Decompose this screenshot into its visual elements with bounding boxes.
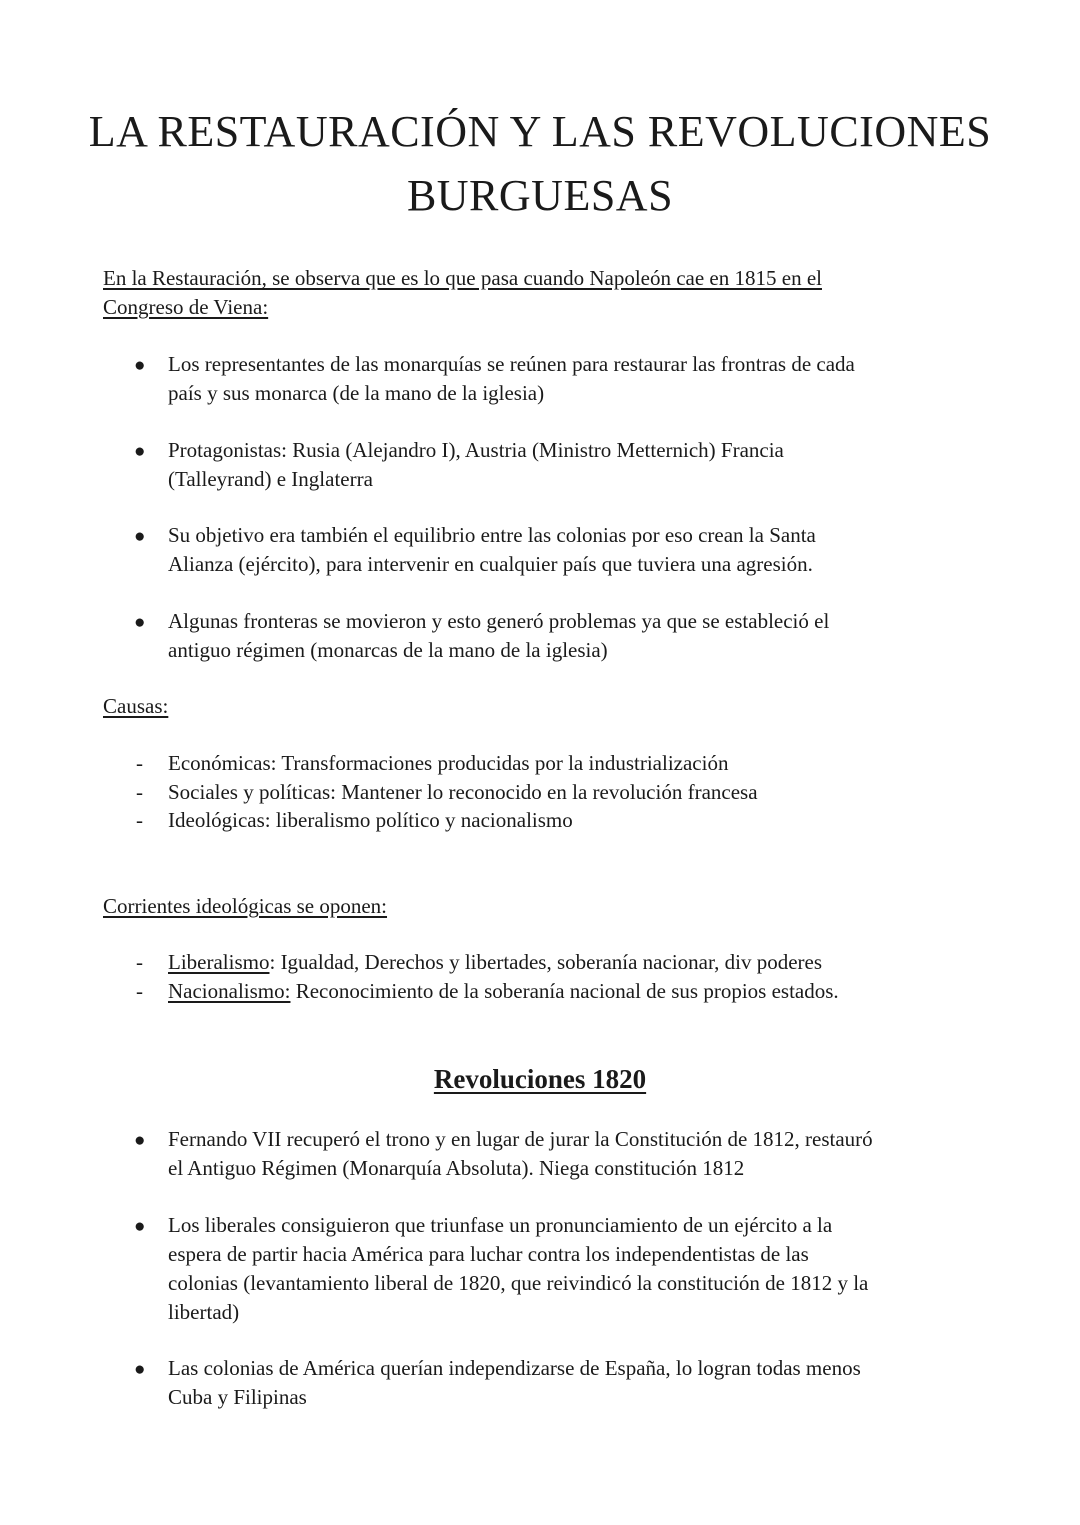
list-item-line: espera de partir hacia América para luchar contra los independentistas de las bbox=[168, 1242, 809, 1266]
list-item-line: colonias (levantamiento liberal de 1820, que reivindicó la constitución de 1812 y la bbox=[168, 1271, 869, 1295]
dash-mark: - bbox=[136, 979, 143, 1003]
title-line-1: LA RESTAURACIÓN Y LAS REVOLUCIONES bbox=[88, 107, 992, 156]
bullet-mark: ● bbox=[134, 1130, 146, 1151]
dash-mark: - bbox=[136, 950, 143, 974]
list-item bbox=[168, 1211, 988, 1327]
list-item bbox=[168, 1354, 988, 1412]
list-item-line: el Antiguo Régimen (Monarquía Absoluta). Niega constitución 1812 bbox=[168, 1156, 745, 1180]
list-item bbox=[168, 607, 988, 665]
causa-item: Sociales y políticas: Mantener lo reconocido en la revolución francesa bbox=[168, 780, 758, 804]
causa-item: Ideológicas: liberalismo político y nacionalismo bbox=[168, 808, 573, 832]
dash-mark: - bbox=[136, 751, 143, 775]
list-item-line: país y sus monarca (de la mano de la iglesia) bbox=[168, 381, 545, 405]
list-item-line: antiguo régimen (monarcas de la mano de la iglesia) bbox=[168, 638, 608, 662]
dash-mark: - bbox=[136, 808, 143, 832]
intro-paragraph bbox=[103, 264, 983, 322]
list-item-line: Su objetivo era también el equilibrio entre las colonias por eso crean la Santa bbox=[168, 523, 816, 547]
page-title bbox=[60, 100, 1020, 228]
list-item-line: Cuba y Filipinas bbox=[168, 1385, 307, 1409]
corriente-item bbox=[168, 948, 988, 977]
list-item-line: Las colonias de América querían independizarse de España, lo logran todas menos bbox=[168, 1356, 861, 1380]
list-item-line: Los liberales consiguieron que triunfase un pronunciamiento de un ejército a la bbox=[168, 1213, 833, 1237]
bullet-mark: ● bbox=[134, 441, 146, 462]
corriente-description: : Igualdad, Derechos y libertades, soberanía nacionar, div poderes bbox=[269, 950, 823, 974]
bullet-mark: ● bbox=[134, 1359, 146, 1380]
list-item-line: Fernando VII recuperó el trono y en lugar de jurar la Constitución de 1812, restauró bbox=[168, 1127, 873, 1151]
bullet-mark: ● bbox=[134, 1216, 146, 1237]
corriente-description: Reconocimiento de la soberanía nacional de sus propios estados. bbox=[290, 979, 839, 1003]
intro-line-1: En la Restauración, se observa que es lo que pasa cuando Napoleón cae en 1815 en el bbox=[103, 266, 822, 290]
dash-mark: - bbox=[136, 780, 143, 804]
list-item bbox=[168, 436, 988, 494]
list-item bbox=[168, 521, 988, 579]
corriente-item bbox=[168, 977, 988, 1006]
list-item-line: (Talleyrand) e Inglaterra bbox=[168, 467, 373, 491]
list-item bbox=[168, 1125, 988, 1183]
list-item-line: Los representantes de las monarquías se reúnen para restaurar las frontras de cada bbox=[168, 352, 855, 376]
list-item-line: Algunas fronteras se movieron y esto generó problemas ya que se estableció el bbox=[168, 609, 830, 633]
causas-heading: Causas: bbox=[103, 694, 169, 718]
list-item-line: Alianza (ejército), para intervenir en cualquier país que tuviera una agresión. bbox=[168, 552, 813, 576]
bullet-mark: ● bbox=[134, 355, 146, 376]
list-item-line: libertad) bbox=[168, 1300, 240, 1324]
corrientes-heading: Corrientes ideológicas se oponen: bbox=[103, 894, 388, 918]
bullet-mark: ● bbox=[134, 612, 146, 633]
section-heading-revoluciones: Revoluciones 1820 bbox=[433, 1064, 647, 1094]
causa-item: Económicas: Transformaciones producidas por la industrialización bbox=[168, 751, 729, 775]
bullet-mark: ● bbox=[134, 526, 146, 547]
corriente-term: Nacionalismo: bbox=[168, 979, 291, 1003]
corriente-term: Liberalismo bbox=[168, 950, 270, 974]
title-line-2: BURGUESAS bbox=[406, 171, 674, 220]
list-item-line: Protagonistas: Rusia (Alejandro I), Austria (Ministro Metternich) Francia bbox=[168, 438, 784, 462]
list-item bbox=[168, 350, 988, 408]
intro-line-2: Congreso de Viena: bbox=[103, 295, 269, 319]
